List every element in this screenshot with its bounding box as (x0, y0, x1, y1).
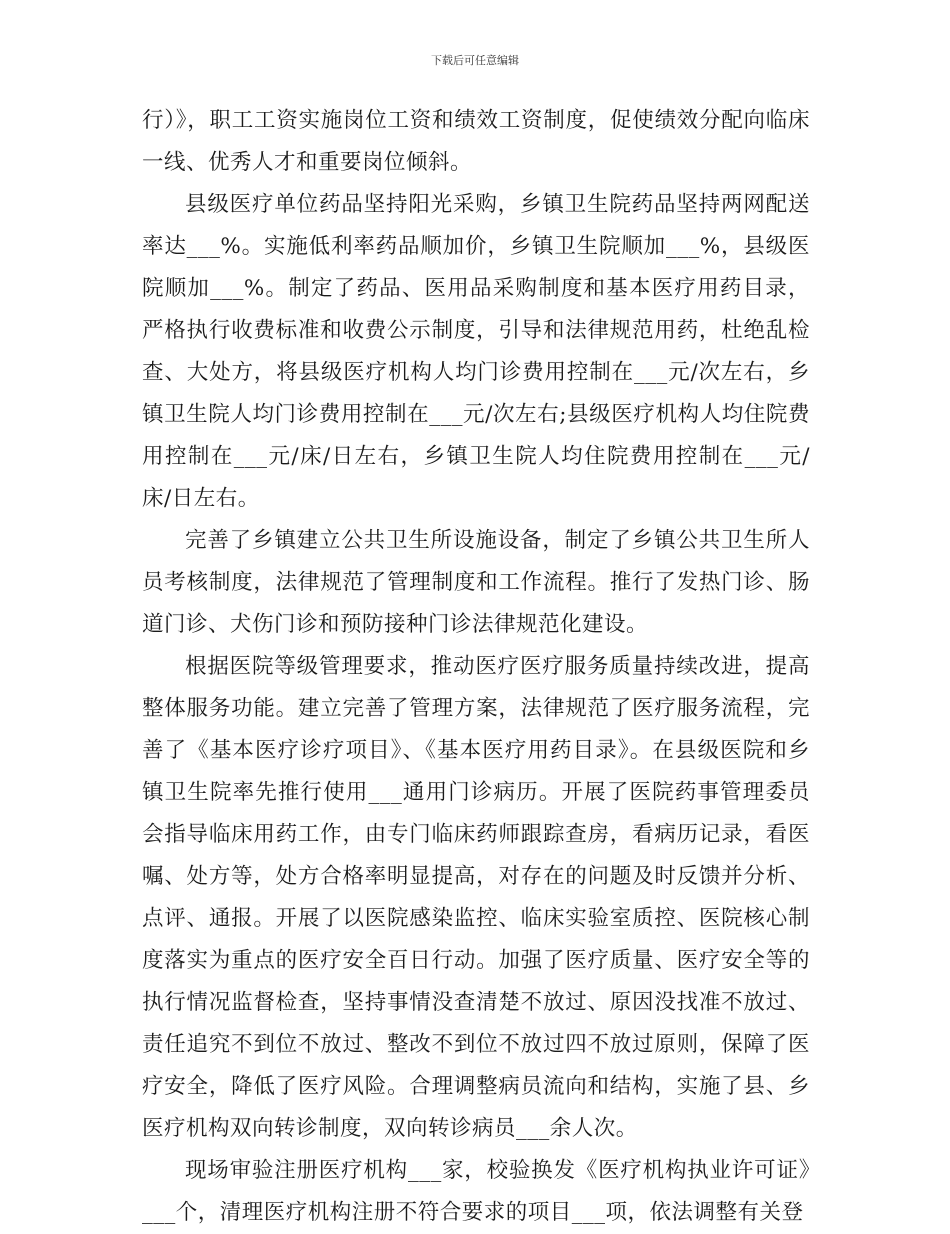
document-body (142, 100, 810, 1234)
paragraph-2: 县级医疗单位药品坚持阳光采购，乡镇卫生院药品坚持两网配送率达___%。实施低利率药品顺加价，乡镇卫生院顺加___%，县级医院顺加___%。制定了药品、医用品采购制度和基本医疗用药目录，严格执行收费标准和收费公示制度，引导和法律规范用药，杜绝乱检查、大处方，将县级医疗机构人均门诊费用控制在___元/次左右，乡镇卫生院人均门诊费用控制在___元/次左右;县级医疗机构人均住院费用控制在___元/床/日左右，乡镇卫生院人均住院费用控制在___元/床/日左右。 (142, 192, 810, 511)
paragraph-5: 现场审验注册医疗机构___家，校验换发《医疗机构执业许可证》___个，清理医疗机构注册不符合要求的项目___项，依法调整有关登 (142, 1158, 810, 1225)
paragraph-1: 行）》，职工工资实施岗位工资和绩效工资制度，促使绩效分配向临床一线、优秀人才和重要岗位倾斜。 (142, 108, 810, 175)
paragraph-4: 根据医院等级管理要求，推动医疗医疗服务质量持续改进，提高整体服务功能。建立完善了管理方案，法律规范了医疗服务流程，完善了《基本医疗诊疗项目》、《基本医疗用药目录》。在县级医院和乡镇卫生院率先推行使用___通用门诊病历。开展了医院药事管理委员会指导临床用药工作，由专门临床药师跟踪查房，看病历记录，看医嘱、处方等，处方合格率明显提高，对存在的问题及时反馈并分析、点评、通报。开展了以医院感染监控、临床实验室质控、医院核心制度落实为重点的医疗安全百日行动。加强了医疗质量、医疗安全等的执行情况监督检查，坚持事情没查清楚不放过、原因没找准不放过、责任追究不到位不放过、整改不到位不放过四不放过原则，保障了医疗安全，降低了医疗风险。合理调整病员流向和结构，实施了县、乡医疗机构双向转诊制度，双向转诊病员___余人次。 (142, 654, 810, 1141)
paragraph-3: 完善了乡镇建立公共卫生所设施设备，制定了乡镇公共卫生所人员考核制度，法律规范了管理制度和工作流程。推行了发热门诊、肠道门诊、犬伤门诊和预防接种门诊法律规范化建设。 (142, 528, 810, 637)
page-header: 下载后可任意编辑 (431, 54, 519, 67)
